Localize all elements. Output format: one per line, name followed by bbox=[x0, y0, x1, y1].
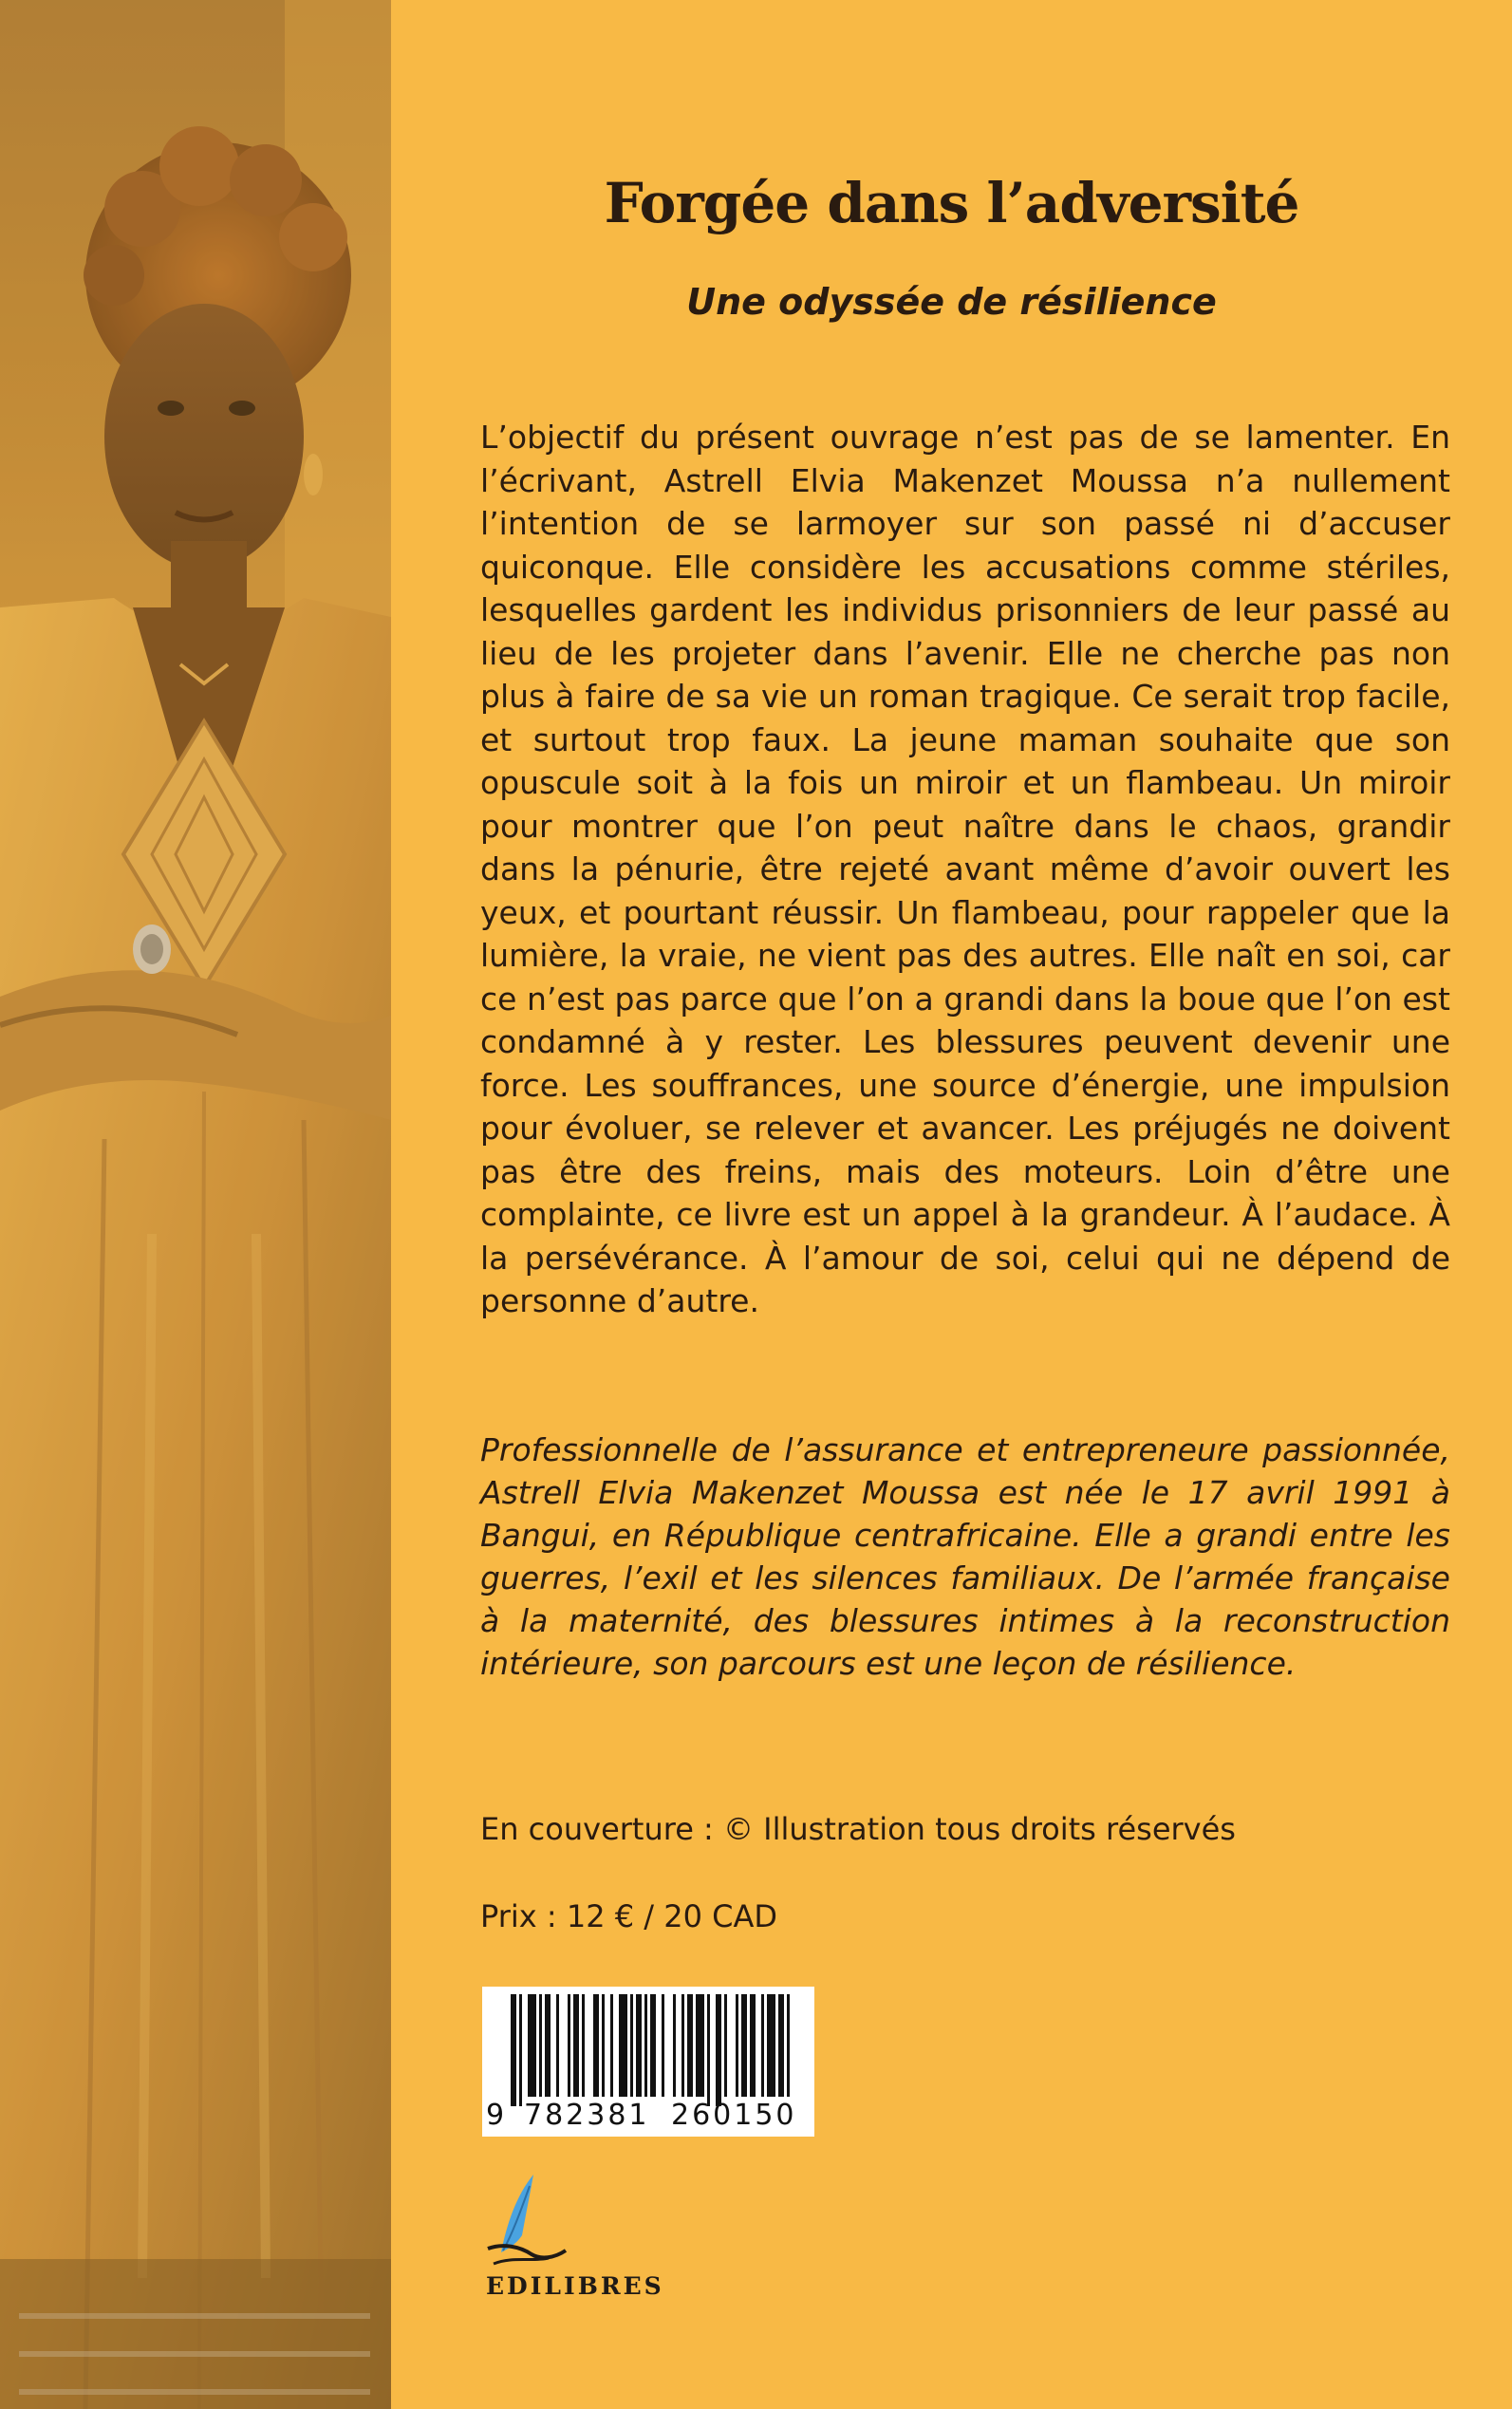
barcode-bar bbox=[602, 1994, 605, 2097]
cover-credit: En couverture : © Illustration tous droits réservés bbox=[480, 1811, 1236, 1847]
barcode-bar bbox=[716, 1994, 721, 2106]
barcode-bar bbox=[687, 1994, 693, 2097]
publisher-logo bbox=[475, 2167, 693, 2309]
barcode-bar bbox=[650, 1994, 656, 2097]
barcode-bar bbox=[741, 1994, 747, 2097]
barcode-bar bbox=[582, 1994, 585, 2097]
barcode-bar bbox=[630, 1994, 633, 2097]
barcode-digits-right: 260150 bbox=[671, 2099, 797, 2132]
barcode-bar bbox=[724, 1994, 727, 2097]
barcode-bar bbox=[610, 1994, 613, 2097]
barcode-bar bbox=[707, 1994, 710, 2106]
barcode-bar bbox=[519, 1994, 522, 2106]
barcode-bar bbox=[619, 1994, 627, 2097]
author-portrait-illustration bbox=[0, 0, 391, 2409]
barcode-bar bbox=[736, 1994, 738, 2097]
isbn-barcode bbox=[482, 1987, 814, 2137]
author-bio: Professionnelle de l’assurance et entrepreneure passionnée, Astrell Elvia Makenzet Moussa est née le 17 avril 1991 à Bangui, en République centrafricaine. Elle a grandi entre les guerres, l’exil et les silences familiaux. De l’armée française à la maternité, des blessures intimes à la reconstruction intérieure, son parcours est une leçon de résilience. bbox=[480, 1431, 1450, 1682]
barcode-bar bbox=[539, 1994, 542, 2097]
barcode-bar bbox=[528, 1994, 536, 2097]
barcode-bar bbox=[573, 1994, 579, 2097]
barcode-bar bbox=[750, 1994, 756, 2097]
quill-pen-icon bbox=[475, 2167, 588, 2271]
book-title: Forgée dans l’adversité bbox=[604, 171, 1299, 235]
book-subtitle: Une odyssée de résilience bbox=[686, 281, 1217, 323]
barcode-bar bbox=[681, 1994, 684, 2097]
barcode-bar bbox=[644, 1994, 647, 2097]
barcode-bar bbox=[556, 1994, 559, 2097]
barcode-bar bbox=[761, 1994, 764, 2097]
barcode-bar bbox=[662, 1994, 664, 2097]
back-cover-text-panel bbox=[391, 0, 1512, 2409]
barcode-bar bbox=[778, 1994, 784, 2097]
barcode-bar bbox=[673, 1994, 676, 2097]
barcode-digits bbox=[482, 2099, 814, 2133]
cover-photo bbox=[0, 0, 391, 2409]
barcode-bar bbox=[545, 1994, 551, 2097]
barcode-bar bbox=[568, 1994, 570, 2097]
barcode-bar bbox=[767, 1994, 775, 2097]
barcode-bar bbox=[593, 1994, 599, 2097]
price: Prix : 12 € / 20 CAD bbox=[480, 1898, 777, 1934]
book-summary: L’objectif du présent ouvrage n’est pas de se lamenter. En l’écrivant, Astrell Elvia Makenzet Moussa n’a nullement l’intention de se larmoyer sur son passé ni d’accuser quiconque. Elle considère les accusations comme stériles, lesquelles gardent les individus prisonniers de leur passé au lieu de les projeter dans l’avenir. Elle ne cherche pas non plus à faire de sa vie un roman tragique. Ce serait trop facile, et surtout trop faux. La jeune maman souhaite que son opuscule soit à la fois un miroir et un flambeau. Un miroir pour montrer que l’on peut naître dans le chaos, grandir dans la pénurie, être rejeté avant même d’avoir ouvert les yeux, et pourtant réussir. Un flambeau, pour rappeler que la lumière, la vraie, ne vient pas des autres. Elle naît en soi, car ce n’est pas parce que l’on a grandi dans la boue que l’on est condamné à y rester. Les blessures peuvent devenir une force. Les souffrances, une source d’énergie, une impulsion pour évoluer, se relever et avancer. Les préjugés ne doivent pas être des freins, mais des moteurs. Loin d’être une complainte, ce livre est un appel à la grandeur. À l’audace. À la persévérance. À l’amour de soi, celui qui ne dépend de personne d’autre. bbox=[480, 419, 1450, 1319]
barcode-bar bbox=[787, 1994, 790, 2097]
barcode-bar bbox=[636, 1994, 642, 2097]
barcode-bar bbox=[511, 1994, 516, 2106]
barcode-bar bbox=[696, 1994, 704, 2097]
publisher-name: EDILIBRES bbox=[486, 2272, 664, 2300]
barcode-digits-left: 782381 bbox=[524, 2099, 650, 2132]
barcode-digit-first: 9 bbox=[486, 2099, 505, 2132]
